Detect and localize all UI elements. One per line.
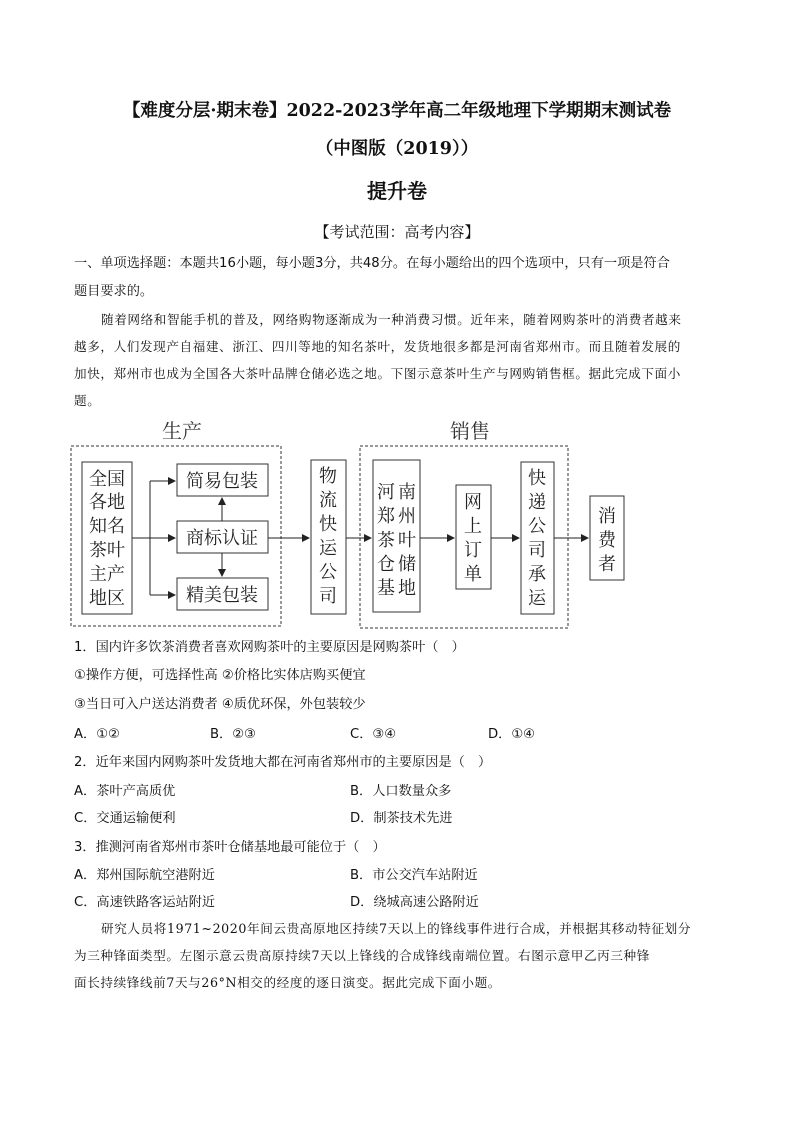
- warehouse-text-7: 州: [398, 506, 416, 527]
- q2-stem: 2．近年来国内网购茶叶发货地大都在河南省郑州市的主要原因是（ ）: [74, 755, 492, 770]
- q3-stem: 3．推测河南省郑州市茶叶仓储基地最可能位于（ ）: [74, 840, 386, 855]
- online-order-text-3: 订: [464, 540, 482, 561]
- section-heading-cont: 题目要求的。: [74, 284, 154, 299]
- warehouse-text-2: 郑: [377, 506, 395, 527]
- online-order-text-4: 单: [464, 564, 482, 585]
- simple-pack-label: 简易包装: [186, 471, 258, 492]
- logistics-text-5: 公: [319, 562, 337, 583]
- q3-option-c[interactable]: C．高速铁路客运站附近: [74, 895, 216, 910]
- q3-option-b[interactable]: B．市公交汽车站附近: [350, 868, 478, 883]
- fine-pack-label: 精美包装: [186, 585, 258, 606]
- sales-group-label: 销售: [450, 419, 490, 443]
- q1-stem: 1．国内许多饮茶消费者喜欢网购茶叶的主要原因是网购茶叶（ ）: [74, 640, 465, 655]
- q1-option-b[interactable]: B．②③: [210, 727, 256, 742]
- q1-reasons-1: ①操作方便，可选择性高 ②价格比实体店购买便宜: [74, 668, 366, 683]
- origin-text-2: 各地: [89, 492, 125, 513]
- warehouse-text-3: 茶: [377, 530, 395, 551]
- passage2-line: 研究人员将1971~2020年间云贵高原地区持续7天以上的锋线事件进行合成，并根据其移动特征划分: [101, 921, 692, 936]
- passage2-line: 面长持续锋线前7天与26°N相交的经度的逐日演变。据此完成下面小题。: [74, 975, 501, 990]
- warehouse-text-1: 河: [377, 482, 395, 503]
- online-order-text-2: 上: [464, 516, 482, 537]
- exam-range: 【考试范围：高考内容】: [314, 223, 480, 241]
- q3-option-d[interactable]: D．绕城高速公路附近: [350, 895, 479, 910]
- origin-text-5: 主产: [89, 564, 125, 585]
- q3-option-a[interactable]: A．郑州国际航空港附近: [74, 868, 215, 883]
- consumer-text-2: 费: [598, 530, 616, 551]
- consumer-text-1: 消: [598, 506, 616, 527]
- passage2-line: 为三种锋面类型。左图示意云贵高原持续7天以上锋线的合成锋线南端位置。右图示意甲乙丙三种锋: [74, 948, 650, 963]
- passage1-line: 越多，人们发现产自福建、浙江、四川等地的知名茶叶，发货地很多都是河南省郑州市。而且随着发展的: [74, 339, 681, 354]
- courier-text-2: 递: [528, 492, 546, 513]
- passage1-line: 随着网络和智能手机的普及，网络购物逐渐成为一种消费习惯。近年来，随着网购茶叶的消费者越来: [101, 312, 682, 327]
- q2-option-c[interactable]: C．交通运输便利: [74, 811, 176, 826]
- q1-option-d[interactable]: D．①④: [488, 727, 535, 742]
- trademark-label: 商标认证: [186, 528, 258, 549]
- logistics-text-2: 流: [319, 490, 337, 511]
- page-title: 【难度分层·期末卷】2022-2023学年高二年级地理下学期期末测试卷: [122, 101, 672, 121]
- online-order-text-1: 网: [464, 492, 482, 513]
- logistics-text-6: 司: [319, 586, 337, 607]
- q2-option-d[interactable]: D．制茶技术先进: [350, 811, 453, 826]
- q1-option-a[interactable]: A．①②: [74, 727, 120, 742]
- origin-text-4: 茶叶: [89, 540, 125, 561]
- origin-text-1: 全国: [89, 469, 125, 490]
- section-heading: 一、单项选择题：本题共16小题，每小题3分，共48分。在每小题给出的四个选项中，只有一项是符合: [74, 256, 670, 271]
- courier-text-5: 承: [528, 564, 546, 585]
- warehouse-text-8: 叶: [398, 530, 416, 551]
- q1-option-c[interactable]: C．③④: [350, 727, 397, 742]
- passage1-line: 题。: [74, 393, 101, 408]
- warehouse-text-9: 储: [398, 554, 416, 575]
- warehouse-text-5: 基: [377, 578, 395, 599]
- consumer-text-3: 者: [598, 554, 616, 575]
- courier-text-4: 司: [528, 540, 546, 561]
- logistics-text-1: 物: [319, 466, 337, 487]
- courier-text-6: 运: [528, 588, 546, 609]
- origin-text-6: 地区: [89, 588, 125, 609]
- warehouse-text-6: 南: [398, 482, 416, 503]
- courier-text-3: 公: [528, 516, 546, 537]
- warehouse-text-4: 仓: [377, 554, 395, 575]
- production-group-label: 生产: [162, 419, 202, 443]
- page-subtitle-edition: （中图版（2019））: [315, 139, 479, 159]
- warehouse-text-10: 地: [398, 578, 416, 599]
- q2-option-a[interactable]: A．茶叶产高质优: [74, 784, 176, 799]
- origin-text-3: 知名: [89, 516, 125, 537]
- logistics-text-4: 运: [319, 538, 337, 559]
- logistics-text-3: 快: [319, 514, 337, 535]
- q2-option-b[interactable]: B．人口数量众多: [350, 784, 452, 799]
- passage1-line: 加快，郑州市也成为全国各大茶叶品牌仓储必选之地。下图示意茶叶生产与网购销售框。据此完成下面小: [74, 366, 681, 381]
- courier-text-1: 快: [528, 468, 546, 489]
- difficulty-level: 提升卷: [367, 179, 427, 203]
- q1-reasons-2: ③当日可入户送达消费者 ④质优环保，外包装较少: [74, 697, 366, 712]
